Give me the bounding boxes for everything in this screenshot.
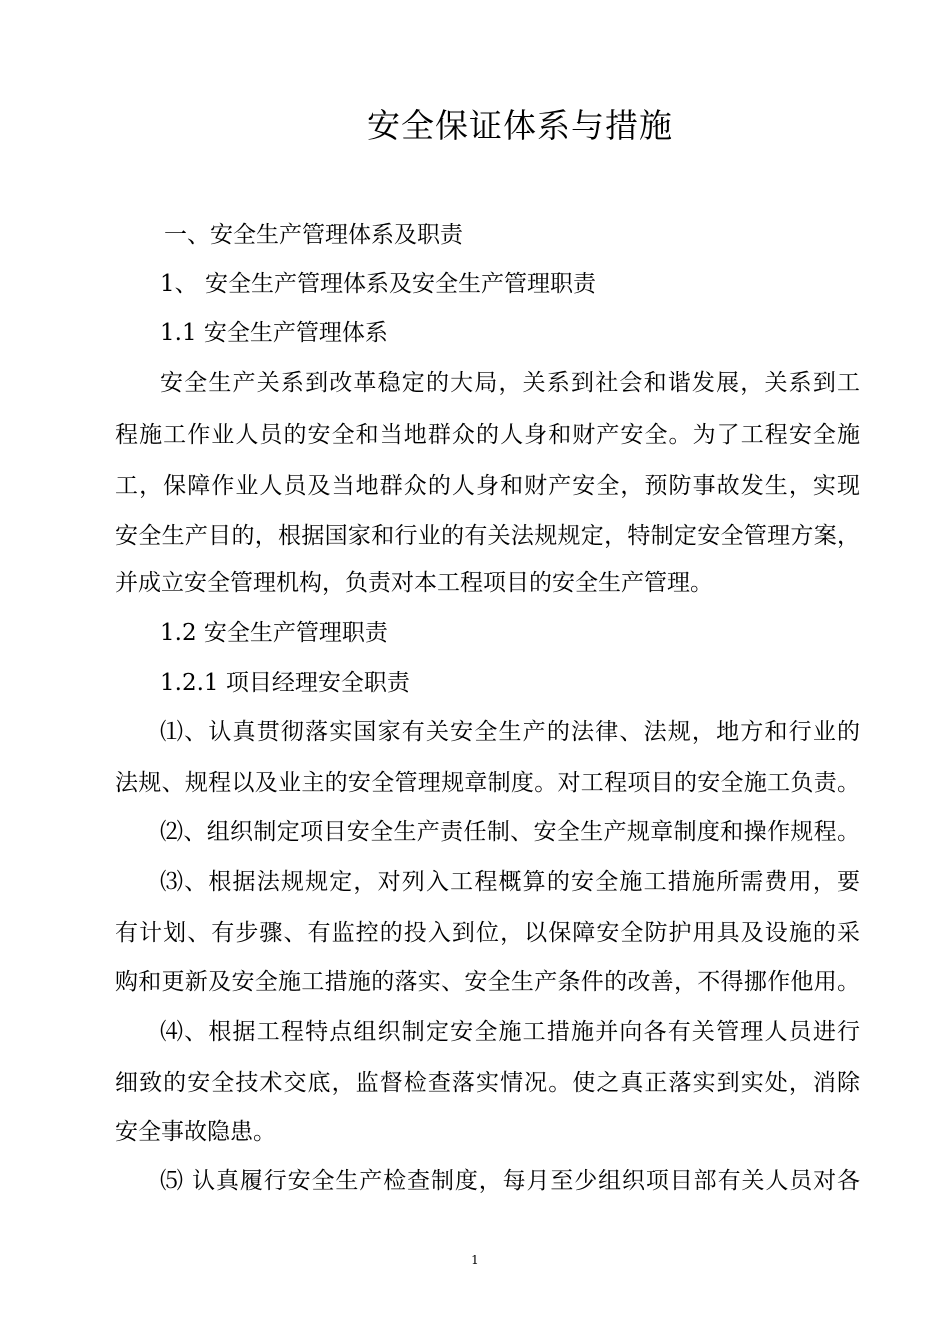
paragraph-line: 工，保障作业人员及当地群众的人身和财产安全，预防事故发生，实现: [115, 473, 860, 499]
subsection-heading: 1.2.1 项目经理安全职责: [160, 670, 410, 696]
paragraph-line: ⑴、认真贯彻落实国家有关安全生产的法律、法规，地方和行业的: [160, 719, 860, 745]
paragraph-line: 法规、规程以及业主的安全管理规章制度。对工程项目的安全施工负责。: [115, 770, 860, 796]
subsection-heading: 1.1 安全生产管理体系: [160, 320, 388, 346]
paragraph-line: 安全生产关系到改革稳定的大局，关系到社会和谐发展，关系到工: [160, 370, 860, 396]
paragraph-line: 有计划、有步骤、有监控的投入到位，以保障安全防护用具及设施的采: [115, 920, 860, 946]
paragraph-line: 程施工作业人员的安全和当地群众的人身和财产安全。为了工程安全施: [115, 422, 860, 448]
paragraph-line: ⑵、组织制定项目安全生产责任制、安全生产规章制度和操作规程。: [160, 819, 860, 845]
section-heading: 一、安全生产管理体系及职责: [164, 222, 463, 248]
paragraph-line: ⑶、根据法规规定，对列入工程概算的安全施工措施所需费用，要: [160, 869, 860, 895]
paragraph-line: ⑷、根据工程特点组织制定安全施工措施并向各有关管理人员进行: [160, 1019, 860, 1045]
paragraph-line: 并成立安全管理机构，负责对本工程项目的安全生产管理。: [115, 570, 713, 596]
page-number: 1: [471, 1253, 479, 1267]
paragraph-line: 安全事故隐患。: [115, 1119, 276, 1145]
subsection-heading: 1.2 安全生产管理职责: [160, 620, 388, 646]
paragraph-line: 购和更新及安全施工措施的落实、安全生产条件的改善，不得挪作他用。: [115, 969, 860, 995]
document-title: 安全保证体系与措施: [367, 106, 673, 145]
subsection-heading: 1、 安全生产管理体系及安全生产管理职责: [160, 271, 596, 297]
paragraph-line: ⑸ 认真履行安全生产检查制度，每月至少组织项目部有关人员对各: [160, 1168, 860, 1194]
paragraph-line: 安全生产目的，根据国家和行业的有关法规规定，特制定安全管理方案，: [115, 523, 860, 549]
paragraph-line: 细致的安全技术交底，监督检查落实情况。使之真正落实到实处，消除: [115, 1070, 860, 1096]
